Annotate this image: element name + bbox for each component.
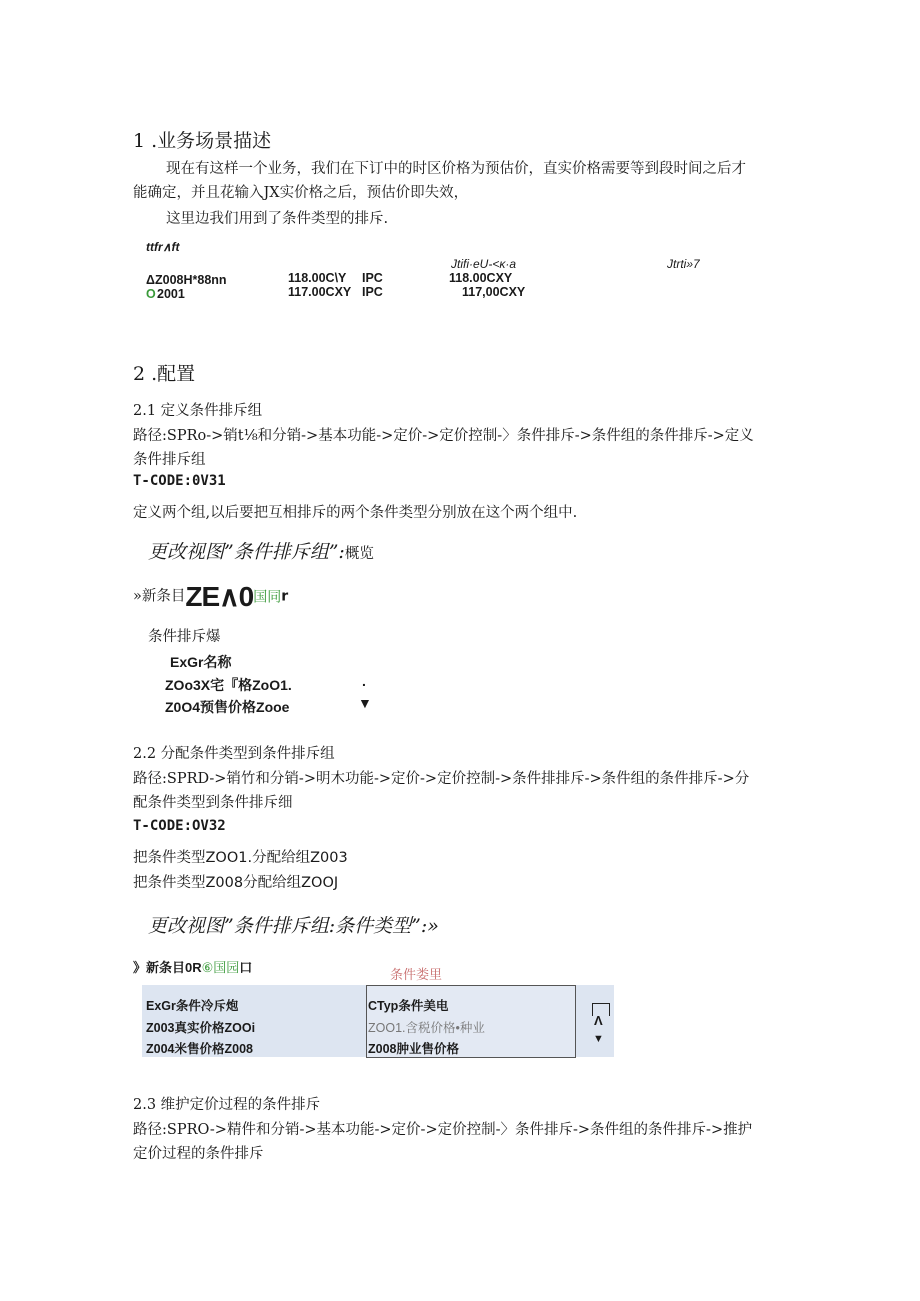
screen-row-unit: IPC xyxy=(362,285,383,299)
toolbar-suffix: r xyxy=(281,588,289,605)
s21-view-title xyxy=(148,537,374,566)
view-title-text: 更改视图”条件排斥组”: xyxy=(148,541,345,563)
s23-path-line-1: 路径:SPRO->精件和分销->基本功能->定价->定价控制-〉条件排斥->条件组的条件排斥->推护 xyxy=(133,1122,753,1138)
screen-row-amount2: 117,00CXY xyxy=(462,285,526,299)
right-table-header: CTyp条件美电 xyxy=(368,999,449,1013)
scroll-dot: . xyxy=(362,673,366,689)
s22-assign-2: 把条件类型Z008分配给组ZOOJ xyxy=(133,875,339,891)
scroll-up-icon[interactable]: Λ xyxy=(594,1013,603,1028)
screen-col-b: Jtrti»7 xyxy=(667,257,700,271)
s22-tcode: T-CODE:OV32 xyxy=(133,818,226,834)
status-icon: O xyxy=(146,287,156,301)
group-title: 条件排斥爆 xyxy=(148,629,221,645)
s1-paragraph-2: 这里边我们用到了条件类型的排斥. xyxy=(166,211,389,227)
s22-toolbar xyxy=(133,957,252,976)
s21-heading: 2.1 定义条件排斥组 xyxy=(133,403,263,419)
section-1-heading: 1 .业务场景描述 xyxy=(133,130,272,152)
left-table-header: ExGr条件冷斥炮 xyxy=(146,999,239,1013)
s23-path-line-2: 定价过程的条件排斥 xyxy=(133,1146,264,1162)
table-row[interactable]: Z0O4预售价格Zooe xyxy=(165,699,290,715)
toolbar-copy-icons[interactable]: 国同 xyxy=(253,588,282,605)
new-entries-button[interactable]: »新条目 xyxy=(133,588,186,605)
table-header: ExGr名称 xyxy=(170,654,232,670)
s22-heading: 2.2 分配条件类型到条件排斥组 xyxy=(133,746,335,762)
scroll-down-icon[interactable]: ▼ xyxy=(358,695,372,711)
panel-caption: 条件娄里 xyxy=(390,967,443,982)
s21-description: 定义两个组,以后要把互相排斥的两个条件类型分别放在这个两个组中. xyxy=(133,505,578,521)
screen-row-amount: 118.00C\Y xyxy=(288,271,347,285)
s21-toolbar xyxy=(133,580,288,613)
s23-heading: 2.3 维护定价过程的条件排斥 xyxy=(133,1097,321,1113)
section-2-heading: 2 .配置 xyxy=(133,363,196,385)
s22-path-line-2: 配条件类型到条件排斥细 xyxy=(133,795,293,811)
screen-row-code: ΔZ008H*88nn xyxy=(146,273,227,287)
s1-paragraph-line-2: 能确定，并且花输入JX实价格之后，预估价即失效， xyxy=(133,185,469,201)
screen-col-a: Jtifi·eU-<κ·a xyxy=(451,257,517,271)
s22-path-line-1: 路径:SPRD->销竹和分销->明木功能->定价->定价控制->条件排排斥->条件组的条件排斥->分 xyxy=(133,771,750,787)
s22-assign-1: 把条件类型ZOO1.分配给组Z003 xyxy=(133,850,348,866)
screen-row-amount2: 118.00CXY xyxy=(449,271,513,285)
screen-title: ttfr∧ft xyxy=(146,240,180,254)
scroll-down-icon[interactable]: ▼ xyxy=(593,1033,604,1045)
toolbar-suffix: 口 xyxy=(239,960,253,975)
view-title-tail: 概览 xyxy=(344,546,374,562)
screen-row-code: 2001 xyxy=(157,287,185,301)
s1-paragraph-line-1: 现在有这样一个业务，我们在下订中的时区价格为预估价，直实价格需要等到段时间之后才 xyxy=(166,161,746,177)
table-row[interactable]: ZOo3X宅『格ZoO1. xyxy=(165,677,292,693)
table-row[interactable]: Z008肿业售价格 xyxy=(368,1042,459,1056)
s21-path-line-1: 路径:SPRo->销t⅛和分销->基本功能->定价->定价控制-〉条件排斥->条件组的条件排斥->定义 xyxy=(133,428,754,444)
s21-path-line-2: 条件排斥组 xyxy=(133,452,206,468)
toolbar-copy-icons[interactable]: ⑥国园 xyxy=(201,960,240,975)
screen-row-unit: IPC xyxy=(362,271,383,285)
s22-view-title: 更改视图”条件排斥组:条件类型”:» xyxy=(148,915,439,937)
table-row[interactable]: Z003真实价格ZOOi xyxy=(146,1021,256,1035)
new-entries-button[interactable]: 》新条目0R xyxy=(133,960,202,975)
screen-row-amount: 117.00CXY xyxy=(288,285,352,299)
table-row[interactable]: ZOO1.含税价格•种业 xyxy=(368,1021,485,1035)
toolbar-big-code: ZE∧0 xyxy=(185,581,254,612)
s21-tcode: T-CODE:0V31 xyxy=(133,473,226,489)
table-row[interactable]: Z004米售价格Z008 xyxy=(146,1042,253,1056)
